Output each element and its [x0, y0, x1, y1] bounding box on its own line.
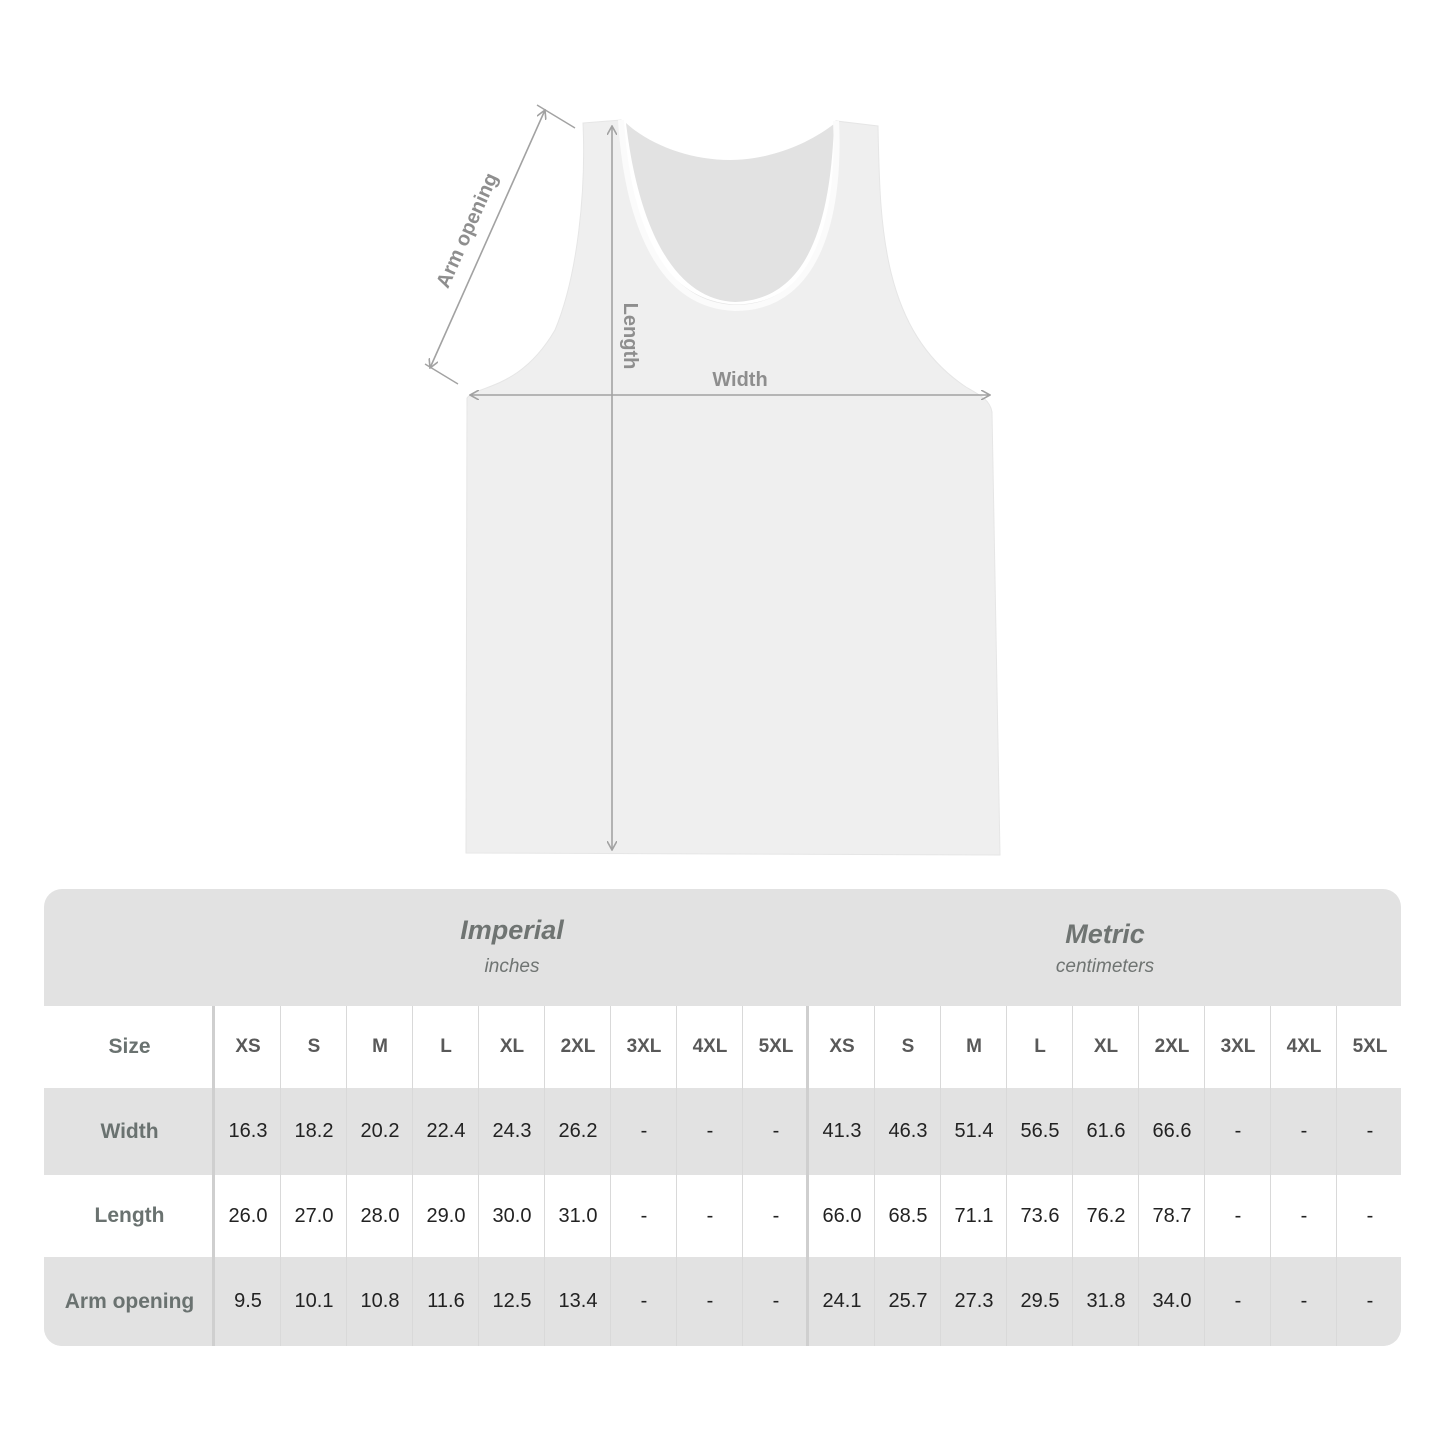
section-divider — [806, 1006, 809, 1346]
metric-size-4xl-header: 4XL — [1286, 1036, 1322, 1057]
metric-size-xl-header: XL — [1093, 1036, 1119, 1057]
arm-opening-label: Arm opening — [432, 169, 503, 292]
length-imperial-l-cell: 29.0 — [426, 1204, 466, 1227]
metric-size-l-header: L — [1034, 1036, 1046, 1057]
length-metric-l-cell: 73.6 — [1020, 1204, 1060, 1227]
imperial-size-2xl-header: 2XL — [560, 1036, 596, 1057]
imperial-size-4xl-header: 4XL — [692, 1036, 728, 1057]
metric-size-5xl-header: 5XL — [1352, 1036, 1388, 1057]
column-divider — [1336, 1006, 1337, 1346]
arm-opening-metric-2xl-cell: 34.0 — [1152, 1290, 1192, 1312]
imperial-size-xs-header: XS — [235, 1036, 261, 1057]
width-row-label: Width — [100, 1119, 159, 1143]
metric-size-m-header: M — [966, 1036, 982, 1057]
arm-opening-row-label: Arm opening — [64, 1289, 195, 1313]
imperial-unit: inches — [484, 956, 540, 977]
width-imperial-2xl-cell: 26.2 — [558, 1120, 598, 1142]
arm-opening-metric-s-cell: 25.7 — [888, 1290, 928, 1312]
arm-opening-metric-4xl-cell: - — [1300, 1290, 1308, 1312]
section-divider — [212, 1006, 215, 1346]
length-metric-m-cell: 71.1 — [954, 1204, 994, 1227]
column-divider — [1006, 1006, 1007, 1346]
column-divider — [1204, 1006, 1205, 1346]
arm-opening-metric-l-cell: 29.5 — [1020, 1290, 1060, 1312]
arm-opening-imperial-5xl-cell: - — [772, 1290, 780, 1312]
width-metric-4xl-cell: - — [1300, 1120, 1308, 1142]
width-imperial-5xl-cell: - — [772, 1120, 780, 1142]
imperial-header — [215, 889, 809, 1006]
arm-opening-metric-3xl-cell: - — [1234, 1290, 1242, 1312]
width-imperial-4xl-cell: - — [706, 1120, 714, 1142]
metric-title: Metric — [1065, 919, 1145, 949]
metric-size-2xl-header: 2XL — [1154, 1036, 1190, 1057]
length-metric-xs-cell: 66.0 — [822, 1204, 862, 1227]
arm-opening-metric-5xl-cell: - — [1366, 1290, 1374, 1312]
metric-header — [809, 889, 1401, 1006]
width-metric-s-cell: 46.3 — [888, 1120, 928, 1142]
arm-opening-row — [44, 1257, 1401, 1346]
width-metric-xs-cell: 41.3 — [822, 1120, 862, 1142]
width-imperial-3xl-cell: - — [640, 1120, 648, 1142]
arm-opening-imperial-2xl-cell: 13.4 — [558, 1290, 598, 1312]
column-divider — [1072, 1006, 1073, 1346]
imperial-size-xl-header: XL — [499, 1036, 525, 1057]
column-divider — [1270, 1006, 1271, 1346]
metric-unit: centimeters — [1055, 956, 1155, 977]
length-metric-2xl-cell: 78.7 — [1152, 1204, 1192, 1227]
width-imperial-l-cell: 22.4 — [426, 1120, 466, 1142]
width-metric-l-cell: 56.5 — [1020, 1120, 1060, 1142]
arm-opening-imperial-4xl-cell: - — [706, 1290, 714, 1312]
arm-opening-imperial-m-cell: 10.8 — [360, 1290, 400, 1312]
imperial-size-m-header: M — [372, 1036, 388, 1057]
imperial-size-3xl-header: 3XL — [626, 1036, 662, 1057]
arm-opening-imperial-l-cell: 11.6 — [427, 1290, 465, 1312]
length-metric-5xl-cell: - — [1366, 1204, 1374, 1227]
arm-opening-metric-xs-cell: 24.1 — [822, 1290, 862, 1312]
size-header-row — [44, 1006, 1401, 1088]
size-row-label: Size — [108, 1035, 151, 1058]
column-divider — [610, 1006, 611, 1346]
width-imperial-m-cell: 20.2 — [360, 1120, 400, 1142]
width-metric-m-cell: 51.4 — [954, 1120, 994, 1142]
column-divider — [874, 1006, 875, 1346]
column-divider — [478, 1006, 479, 1346]
column-divider — [544, 1006, 545, 1346]
metric-size-s-header: S — [901, 1036, 915, 1057]
length-imperial-5xl-cell: - — [772, 1204, 780, 1227]
width-imperial-s-cell: 18.2 — [294, 1120, 334, 1142]
length-metric-s-cell: 68.5 — [888, 1204, 928, 1227]
length-imperial-xl-cell: 30.0 — [492, 1204, 532, 1227]
column-divider — [346, 1006, 347, 1346]
metric-size-xs-header: XS — [829, 1036, 855, 1057]
length-imperial-4xl-cell: - — [706, 1204, 714, 1227]
column-divider — [940, 1006, 941, 1346]
width-row — [44, 1088, 1401, 1175]
length-imperial-3xl-cell: - — [640, 1204, 648, 1227]
length-imperial-m-cell: 28.0 — [360, 1204, 400, 1227]
width-metric-5xl-cell: - — [1366, 1120, 1374, 1142]
length-imperial-2xl-cell: 31.0 — [558, 1204, 598, 1227]
column-divider — [676, 1006, 677, 1346]
column-divider — [280, 1006, 281, 1346]
length-row-label: Length — [94, 1204, 165, 1227]
length-imperial-s-cell: 27.0 — [294, 1204, 334, 1227]
size-chart-table — [44, 889, 1401, 1346]
arm-opening-tick-bottom — [425, 364, 458, 384]
width-metric-2xl-cell: 66.6 — [1152, 1120, 1192, 1142]
arm-opening-metric-xl-cell: 31.8 — [1086, 1290, 1126, 1312]
width-label: Width — [712, 369, 768, 391]
width-imperial-xl-cell: 24.3 — [492, 1120, 532, 1142]
length-imperial-xs-cell: 26.0 — [228, 1204, 268, 1227]
length-metric-3xl-cell: - — [1234, 1204, 1242, 1227]
arm-opening-imperial-xl-cell: 12.5 — [492, 1290, 532, 1312]
arm-opening-measure-line — [430, 110, 545, 368]
arm-opening-imperial-3xl-cell: - — [640, 1290, 648, 1312]
metric-size-3xl-header: 3XL — [1220, 1036, 1256, 1057]
width-metric-xl-cell: 61.6 — [1086, 1120, 1126, 1142]
arm-opening-metric-m-cell: 27.3 — [954, 1290, 994, 1312]
length-metric-xl-cell: 76.2 — [1086, 1204, 1126, 1227]
column-divider — [412, 1006, 413, 1346]
imperial-size-l-header: L — [440, 1036, 452, 1057]
arm-opening-imperial-s-cell: 10.1 — [294, 1290, 334, 1312]
imperial-title: Imperial — [460, 915, 564, 945]
width-imperial-xs-cell: 16.3 — [228, 1120, 268, 1142]
length-metric-4xl-cell: - — [1300, 1204, 1308, 1227]
imperial-size-s-header: S — [307, 1036, 321, 1057]
arm-opening-imperial-xs-cell: 9.5 — [234, 1290, 262, 1312]
imperial-size-5xl-header: 5XL — [758, 1036, 794, 1057]
width-metric-3xl-cell: - — [1234, 1120, 1242, 1142]
column-divider — [742, 1006, 743, 1346]
length-row — [44, 1175, 1401, 1257]
length-label: Length — [619, 302, 641, 370]
column-divider — [1138, 1006, 1139, 1346]
